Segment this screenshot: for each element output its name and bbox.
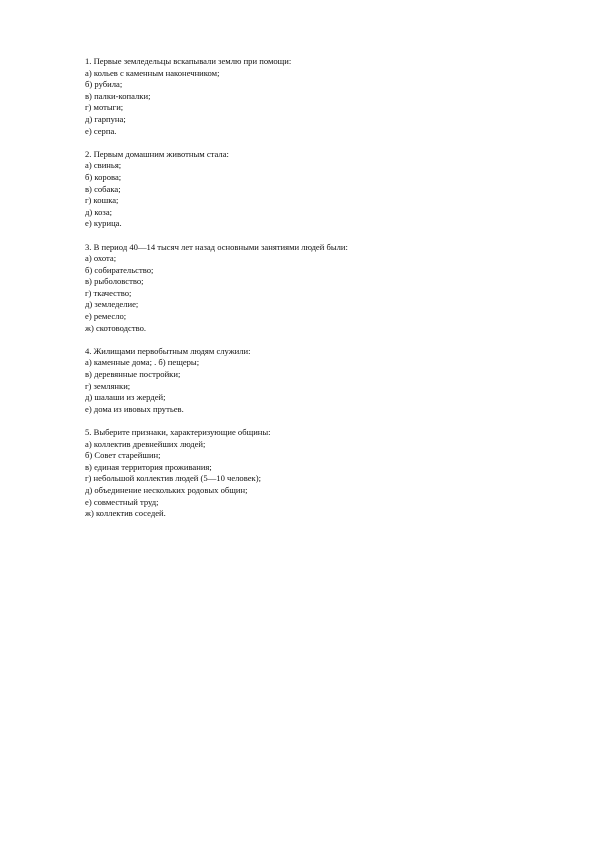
question-block <box>85 56 525 137</box>
answer-option: г) землянки; <box>85 380 131 391</box>
answer-option: а) охота; <box>85 253 117 264</box>
document-body <box>85 56 525 531</box>
question-block <box>85 346 525 416</box>
answer-option: ж) коллектив соседей. <box>85 508 166 519</box>
answer-option: б) корова; <box>85 171 122 182</box>
question-title: 2. Первым домашним животным стала: <box>85 148 229 159</box>
answer-option: д) земледелие; <box>85 299 139 310</box>
answer-option: е) дома из ивовых прутьев. <box>85 403 184 414</box>
answer-option: а) каменные дома; . б) пещеры; <box>85 357 200 368</box>
question-block <box>85 149 525 230</box>
answer-option: в) рыболовство; <box>85 276 144 287</box>
question-title: 1. Первые земледельцы вскапывали землю при помощи: <box>85 56 292 66</box>
answer-option: б) рубила; <box>85 79 123 90</box>
answer-option: в) единая территория проживания; <box>85 461 212 472</box>
question-title: 5. Выберите признаки, характеризующие общины: <box>85 427 271 437</box>
question-block <box>85 242 525 335</box>
answer-option: б) собирательство; <box>85 264 154 275</box>
answer-option: г) небольшой коллектив людей (5—10 человек); <box>85 473 261 484</box>
answer-option: б) Совет старейшин; <box>85 450 161 461</box>
question-title: 4. Жилищами первобытным людям служили: <box>85 345 251 356</box>
answer-option: а) свинья; <box>85 160 122 171</box>
question-block <box>85 427 525 520</box>
question-title: 3. В период 40—14 тысяч лет назад основными занятиями людей были: <box>85 241 348 252</box>
answer-option: е) совместный труд; <box>85 496 159 507</box>
answer-option: д) шалаши из жердей; <box>85 392 166 403</box>
answer-option: е) курица. <box>85 218 122 229</box>
answer-option: е) ремесло; <box>85 311 127 322</box>
answer-option: д) коза; <box>85 206 113 217</box>
answer-option: в) собака; <box>85 183 121 194</box>
answer-option: е) серпа. <box>85 125 117 136</box>
answer-option: в) палки-копалки; <box>85 90 151 101</box>
answer-option: а) кольев с каменным наконечником; <box>85 67 220 78</box>
answer-option: ж) скотоводство. <box>85 322 147 333</box>
answer-option: в) деревянные постройки; <box>85 369 181 380</box>
answer-option: д) гарпуна; <box>85 113 126 124</box>
answer-option: г) ткачество; <box>85 287 132 298</box>
answer-option: а) коллектив древнейших людей; <box>85 438 206 449</box>
answer-option: д) объединение нескольких родовых общин; <box>85 484 248 495</box>
answer-option: г) мотыги; <box>85 102 124 113</box>
answer-option: г) кошка; <box>85 195 119 206</box>
